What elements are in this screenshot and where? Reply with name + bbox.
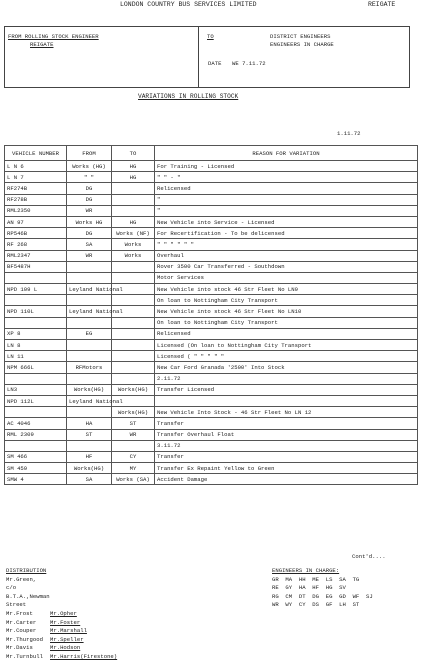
- distribution-row: [6, 610, 117, 619]
- engineers-row: GR MA HH ME LS SA TG: [272, 575, 360, 583]
- cell-reason: On loan to Nottingham City Transport: [155, 295, 418, 306]
- cell-vehicle-number: [5, 407, 67, 418]
- cell-vehicle-number: LN 11: [5, 351, 67, 362]
- table-row: [5, 362, 418, 373]
- cell-to: WR: [112, 429, 155, 440]
- cell-from: [67, 373, 112, 384]
- cell-from: [67, 295, 112, 306]
- cell-reason: For Training - Licensed: [155, 161, 418, 172]
- cell-vehicle-number: RF274B: [5, 183, 67, 194]
- continued-note: Cont'd....: [352, 553, 386, 560]
- cell-to: HG: [112, 172, 155, 183]
- cell-vehicle-number: NPD 112L: [5, 395, 67, 406]
- table-row: [5, 474, 418, 485]
- cell-to: Works(HG): [112, 407, 155, 418]
- cell-reason: New Vehicle into stock 46 Str Fleet No LN10: [155, 306, 418, 317]
- cell-from: WR: [67, 205, 112, 216]
- cell-reason: Relicensed: [155, 328, 418, 339]
- table-row: [5, 284, 418, 295]
- cell-reason: On loan to Nottingham City Transport: [155, 317, 418, 328]
- table-row: [5, 384, 418, 395]
- cell-vehicle-number: BF5487H: [5, 261, 67, 272]
- table-row: [5, 172, 418, 183]
- memo-to-line1: DISTRICT ENGINEERS: [270, 33, 331, 40]
- distribution-row: [6, 636, 117, 645]
- distribution-name-second: Mr.Marshall: [50, 627, 87, 635]
- distribution-name: Mr.Couper: [6, 627, 37, 635]
- cell-vehicle-number: AC 4046: [5, 418, 67, 429]
- memo-to-label: TO: [207, 33, 214, 40]
- cell-vehicle-number: [5, 317, 67, 328]
- company-location: REIGATE: [368, 1, 396, 8]
- cell-reason: Transfer: [155, 418, 418, 429]
- table-row: [5, 161, 418, 172]
- cell-reason: ": [155, 205, 418, 216]
- cell-vehicle-number: SM 466: [5, 451, 67, 462]
- header-from: FROM: [67, 146, 112, 161]
- cell-from: DG: [67, 228, 112, 239]
- table-row: [5, 261, 418, 272]
- distribution-name: Mr.Thurgood: [6, 635, 43, 643]
- cell-vehicle-number: [5, 272, 67, 283]
- cell-to: [112, 351, 155, 362]
- cell-reason: Overhaul: [155, 250, 418, 261]
- distribution-name-second: Mr.Speller: [50, 635, 84, 643]
- table-row: [5, 295, 418, 306]
- cell-reason: ": [155, 194, 418, 205]
- cell-to: [112, 317, 155, 328]
- table-row: [5, 373, 418, 384]
- cell-from: HA: [67, 418, 112, 429]
- table-header-row: [5, 146, 418, 161]
- cell-from: Works(HG): [67, 384, 112, 395]
- cell-reason: For Recertification - To be delicensed: [155, 228, 418, 239]
- cell-to: [112, 340, 155, 351]
- table-row: [5, 216, 418, 227]
- memo-date-value: WE 7.11.72: [232, 60, 266, 67]
- cell-from: Works HG: [67, 216, 112, 227]
- cell-vehicle-number: [5, 295, 67, 306]
- cell-to: [112, 295, 155, 306]
- cell-to: CY: [112, 451, 155, 462]
- distribution-row: [6, 576, 117, 610]
- memo-from: FROM ROLLING STOCK ENGINEER: [8, 33, 99, 40]
- cell-vehicle-number: RML 2309: [5, 429, 67, 440]
- cell-vehicle-number: NPM 666L: [5, 362, 67, 373]
- engineers-row: RG CM DT DG EG GD WF SJ: [272, 592, 373, 600]
- cell-from: [67, 351, 112, 362]
- cell-to: HG: [112, 216, 155, 227]
- cell-reason: 3.11.72: [155, 440, 418, 451]
- cell-reason: Accident Damage: [155, 474, 418, 485]
- cell-from: SA: [67, 474, 112, 485]
- cell-to: Works(HG): [112, 384, 155, 395]
- cell-vehicle-number: RF 268: [5, 239, 67, 250]
- distribution-name: Mr.Davis: [6, 644, 33, 652]
- cell-from: [67, 407, 112, 418]
- table-row: [5, 407, 418, 418]
- table-row: [5, 395, 418, 406]
- table-row: [5, 239, 418, 250]
- table-row: [5, 328, 418, 339]
- cell-vehicle-number: NPD 109 L: [5, 284, 67, 295]
- cell-from: [67, 340, 112, 351]
- cell-vehicle-number: XP 8: [5, 328, 67, 339]
- cell-reason: New Vehicle into Service - Licensed: [155, 216, 418, 227]
- cell-vehicle-number: [5, 440, 67, 451]
- cell-from: Leyland National: [67, 306, 112, 317]
- cell-reason: Transfer Overhaul Float: [155, 429, 418, 440]
- engineers-row: WR WY CY DS GF LH ST: [272, 601, 360, 609]
- cell-to: [112, 362, 155, 373]
- cell-from: WR: [67, 250, 112, 261]
- cell-vehicle-number: RP546B: [5, 228, 67, 239]
- table-row: [5, 228, 418, 239]
- engineers-list: [272, 567, 373, 610]
- cell-from: [67, 261, 112, 272]
- table-row: [5, 418, 418, 429]
- cell-from: RFMotors: [67, 362, 112, 373]
- distribution-row: [6, 619, 117, 628]
- distribution-name-second: Mr.Foster: [50, 618, 81, 626]
- cell-reason: New Car Ford Granada '2500' Into Stock: [155, 362, 418, 373]
- distribution-name: Mr.Turnbull: [6, 652, 43, 660]
- cell-reason: [155, 395, 418, 406]
- distribution-name-second: Mr.Harris(Firestone): [50, 652, 118, 660]
- cell-vehicle-number: LN3: [5, 384, 67, 395]
- distribution-name-second: Mr.Hodson: [50, 644, 81, 652]
- cell-to: [112, 272, 155, 283]
- cell-from: " ": [67, 172, 112, 183]
- cell-vehicle-number: L N 7: [5, 172, 67, 183]
- cell-reason: New Vehicle Into Stock - 46 Str Fleet No LN 12: [155, 407, 418, 418]
- table-row: [5, 205, 418, 216]
- doc-title: VARIATIONS IN ROLLING STOCK: [138, 93, 239, 100]
- header-vehicle-number: VEHICLE NUMBER: [5, 146, 67, 161]
- cell-to: [112, 261, 155, 272]
- cell-to: [112, 194, 155, 205]
- memo-divider: [198, 26, 199, 87]
- distribution-list: [6, 567, 117, 662]
- cell-from: DG: [67, 194, 112, 205]
- cell-to: [112, 205, 155, 216]
- doc-date: 1.11.72: [337, 130, 361, 137]
- cell-to: HG: [112, 161, 155, 172]
- cell-from: HF: [67, 451, 112, 462]
- header-to: TO: [112, 146, 155, 161]
- table-row: [5, 451, 418, 462]
- cell-from: DG: [67, 183, 112, 194]
- table-row: [5, 340, 418, 351]
- cell-to: ST: [112, 418, 155, 429]
- company-name: LONDON COUNTRY BUS SERVICES LIMITED: [120, 1, 257, 8]
- cell-from: ST: [67, 429, 112, 440]
- table-row: [5, 250, 418, 261]
- cell-reason: Transfer Licensed: [155, 384, 418, 395]
- cell-vehicle-number: [5, 373, 67, 384]
- cell-reason: " " - ": [155, 172, 418, 183]
- table-row: [5, 194, 418, 205]
- cell-to: MY: [112, 463, 155, 474]
- cell-from: [67, 272, 112, 283]
- cell-to: Works: [112, 250, 155, 261]
- cell-reason: Licensed ( " " " " ": [155, 351, 418, 362]
- cell-vehicle-number: NPD 110L: [5, 306, 67, 317]
- cell-reason: Transfer: [155, 451, 418, 462]
- table-row: [5, 440, 418, 451]
- table-row: [5, 351, 418, 362]
- distribution-row: [6, 644, 117, 653]
- cell-vehicle-number: LN 8: [5, 340, 67, 351]
- cell-from: SA: [67, 239, 112, 250]
- cell-to: Works (NF): [112, 228, 155, 239]
- cell-reason: Licensed (On loan to Nottingham City Transport: [155, 340, 418, 351]
- engineers-row: RE GY HA HF HG SV: [272, 584, 346, 592]
- table-row: [5, 463, 418, 474]
- cell-to: [112, 373, 155, 384]
- memo-to-line2: ENGINEERS IN CHARGE: [270, 41, 334, 48]
- table-row: [5, 272, 418, 283]
- cell-to: [112, 328, 155, 339]
- cell-from: [67, 440, 112, 451]
- cell-vehicle-number: L N 6: [5, 161, 67, 172]
- cell-vehicle-number: AN 97: [5, 216, 67, 227]
- distribution-name: Mr.Frost: [6, 609, 33, 617]
- distribution-name-second: Mr.Opher: [50, 609, 77, 617]
- cell-from: Works (HG): [67, 161, 112, 172]
- cell-vehicle-number: RML2350: [5, 205, 67, 216]
- memo-date-label: DATE: [208, 60, 222, 67]
- table-row: [5, 183, 418, 194]
- table-row: [5, 306, 418, 317]
- distribution-row: [6, 627, 117, 636]
- engineers-label: ENGINEERS IN CHARGE:: [272, 567, 340, 574]
- distribution-row: [6, 653, 117, 662]
- cell-reason: Transfer Ex Repaint Yellow to Green: [155, 463, 418, 474]
- memo-from-place: REIGATE: [30, 41, 54, 48]
- variations-table: [4, 145, 418, 485]
- cell-to: [112, 440, 155, 451]
- distribution-name: Mr.Green, c/o B.T.A.,Newman Street: [6, 575, 50, 609]
- distribution-name: Mr.Carter: [6, 618, 37, 626]
- table-body: [5, 161, 418, 485]
- cell-vehicle-number: RF278B: [5, 194, 67, 205]
- cell-reason: Relicensed: [155, 183, 418, 194]
- cell-reason: Motor Services: [155, 272, 418, 283]
- cell-to: Works: [112, 239, 155, 250]
- cell-reason: Rover 3500 Car Transferred - Southdown: [155, 261, 418, 272]
- cell-reason: New Vehicle into stock 46 Str Fleet No LN9: [155, 284, 418, 295]
- cell-reason: " " " " " ": [155, 239, 418, 250]
- cell-from: Leyland National: [67, 395, 112, 406]
- cell-to: Works (SA): [112, 474, 155, 485]
- cell-from: Works(HG): [67, 463, 112, 474]
- cell-reason: 2.11.72: [155, 373, 418, 384]
- cell-vehicle-number: SM 459: [5, 463, 67, 474]
- cell-from: Leyland National: [67, 284, 112, 295]
- distribution-label: DISTRIBUTION: [6, 567, 47, 574]
- header-reason: REASON FOR VARIATION: [155, 146, 418, 161]
- cell-to: [112, 183, 155, 194]
- cell-from: EG: [67, 328, 112, 339]
- table-row: [5, 429, 418, 440]
- cell-vehicle-number: RML2347: [5, 250, 67, 261]
- cell-vehicle-number: SMW 4: [5, 474, 67, 485]
- cell-from: [67, 317, 112, 328]
- table-row: [5, 317, 418, 328]
